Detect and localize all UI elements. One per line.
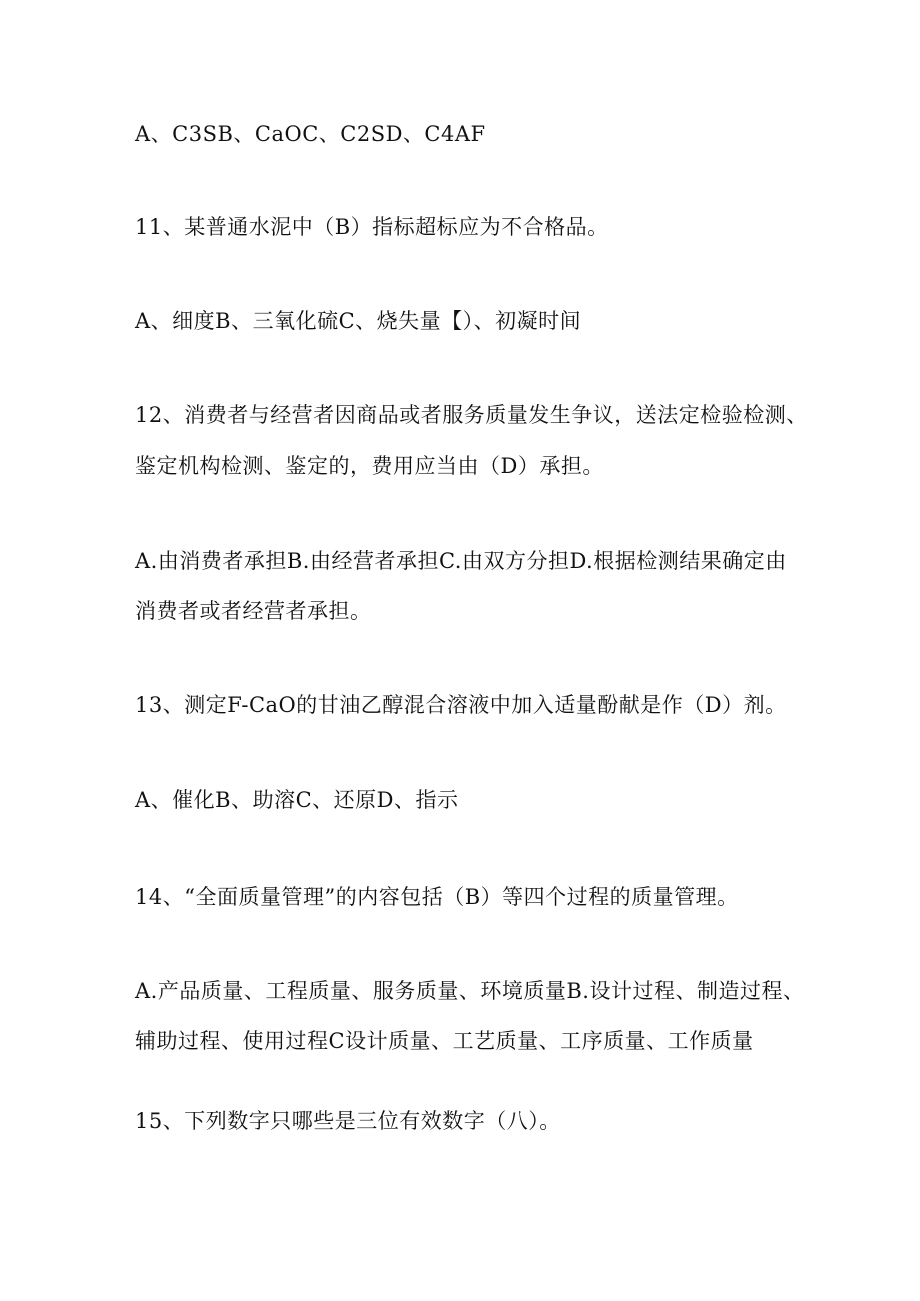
question-15: 15、下列数字只哪些是三位有效数字（八）。 xyxy=(135,1109,561,1133)
options-q12-line-2: 消费者或者经营者承担。 xyxy=(135,599,372,623)
options-q14-line-1: A.产品质量、工程质量、服务质量、环境质量B.设计过程、制造过程、 xyxy=(135,979,805,1003)
options-q11: A、细度B、三氧化硫C、烧失量【）、初凝时间 xyxy=(135,309,582,333)
options-q13: A、催化B、助溶C、还原D、指示 xyxy=(135,788,459,812)
question-12-line-1: 12、消费者与经营者因商品或者服务质量发生争议，送法定检验检测、 xyxy=(135,403,808,427)
options-q12-line-1: A.由消费者承担B.由经营者承担C.由双方分担D.根据检测结果确定由 xyxy=(135,549,787,573)
question-11: 11、某普通水泥中（B）指标超标应为不合格品。 xyxy=(135,215,609,239)
option-line-q10: A、C3SB、CaOC、C2SD、C4AF xyxy=(135,122,486,146)
question-12-line-2: 鉴定机构检测、鉴定的，费用应当由（D）承担。 xyxy=(135,454,604,478)
question-14: 14、“全面质量管理”的内容包括（B）等四个过程的质量管理。 xyxy=(135,885,739,909)
options-q14-line-2: 辅助过程、使用过程C设计质量、工艺质量、工序质量、工作质量 xyxy=(135,1029,754,1053)
question-13: 13、测定F-CaO的甘油乙醇混合溶液中加入适量酚献是作（D）剂。 xyxy=(135,693,787,717)
